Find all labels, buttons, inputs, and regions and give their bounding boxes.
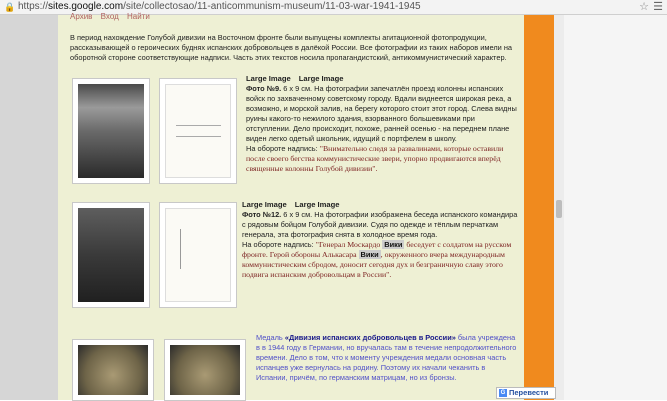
main-content <box>58 12 524 400</box>
scrollbar[interactable] <box>554 15 564 400</box>
caption-quote-b: беседует с солдатом на русском фронте. Герой обороны Алькасара <box>242 240 512 259</box>
photo-label: Фото №9. <box>246 84 282 93</box>
photo-9-back[interactable] <box>159 78 237 184</box>
url-path: /site/collectosao/11-anticommunism-museum/11-03-war-1941-1945 <box>123 1 421 12</box>
url-text[interactable] <box>18 1 421 12</box>
large-image-link[interactable]: Large Image <box>298 74 344 83</box>
photo-12-back[interactable] <box>159 202 237 308</box>
medal-photo-front[interactable] <box>72 339 154 401</box>
large-image-link[interactable]: Large Image <box>294 200 340 209</box>
top-nav <box>70 12 156 21</box>
intro-paragraph: В период нахождение Голубой дивизии на Восточном фронте были выпущены комплекты агитационной фотопродукции, рассказывающей о героических буднях испанских добровольцев в далёкой России. Все фотографии из таких наборов имели на оборотной стороне соответствующие надписи. Часть этих текстов носила пропагандистский, антикоммунистический характер. <box>70 33 513 62</box>
translate-label: Перевести <box>509 388 549 397</box>
right-margin <box>564 15 667 400</box>
browser-menu-icon[interactable]: ☰ <box>653 1 663 13</box>
caption-quote-c: , окруженного вчера международным коммунистическим сбродом, доносит сегодня дух и безграничную славу этого подвига испанским добровольцам в России". <box>242 250 505 279</box>
page-viewport <box>0 12 667 400</box>
url-domain: sites.google.com <box>48 1 124 12</box>
caption-label: На обороте надпись: <box>242 240 316 249</box>
nav-item[interactable]: Архив <box>70 12 93 21</box>
caption-label: На обороте надпись: <box>246 144 320 153</box>
photo-label: Фото №12. <box>242 210 282 219</box>
caption-quote-a: "Генерал Москардо <box>315 240 383 249</box>
photo-12-front[interactable] <box>72 202 150 308</box>
nav-item[interactable]: Найти <box>127 12 150 21</box>
highlight-word: Вики <box>384 240 403 249</box>
photo-description: 6 х 9 см. На фотографии запечатлён проезд колонны испанских войск по захваченному советскому городу. Вдали виднеется широкая река, а возможно, и морской залив, на берегу которого стоит этот город. Слева видны руины какого-то нежилого здания, взорванного большевиками при отступлении. Дело происходит, похоже, ранней осенью - на переднем плане виден легко одетый школьник, идущий с портфелем в школу. <box>246 84 517 143</box>
scrollbar-thumb[interactable] <box>556 200 562 218</box>
medal-body: была учреждена в в 1944 году в Германии, но вручалась там в течение непродолжительного времени. Дело в том, что к моменту учреждения медали основная часть испанцев уже вернулась на родину. Поэтому их начали чеканить в Испании, причём, по германским матрицам, но из бронзы. <box>256 333 517 382</box>
large-image-link[interactable]: Large Image <box>246 74 291 83</box>
url-scheme: https:// <box>18 1 49 12</box>
medal-name-link[interactable]: «Дивизия испанских добровольцев в России» <box>284 333 456 342</box>
caption-quote: "Внимательно следя за развалинами, которые оставили после своего бегства коммунистические звери, упорно продвигаются вперёд священные колонны Голубой дивизии". <box>246 144 504 173</box>
translate-button[interactable] <box>496 387 556 399</box>
nav-item[interactable]: Вход <box>100 12 119 21</box>
medal-prefix: Медаль <box>256 333 285 342</box>
highlight-word: Вики <box>360 250 379 259</box>
google-translate-icon: G <box>500 390 506 396</box>
medal-paragraph <box>256 333 518 383</box>
photo-9-text <box>246 74 518 174</box>
photo-description: 6 х 9 см. На фотографии изображена беседа испанского командира с рядовым бойцом Голубой дивизии. Судя по одежде и тёплым перчаткам генерала, эта фотография снята в холодное время года. <box>242 210 518 239</box>
lock-icon: 🔒 <box>4 2 16 12</box>
orange-sidebar <box>524 15 554 400</box>
medal-photo-back[interactable] <box>164 339 246 401</box>
large-image-link[interactable]: Large Image <box>242 200 287 209</box>
photo-9-front[interactable] <box>72 78 150 184</box>
photo-12-text <box>242 200 518 280</box>
bookmark-star-icon[interactable]: ☆ <box>639 1 649 13</box>
